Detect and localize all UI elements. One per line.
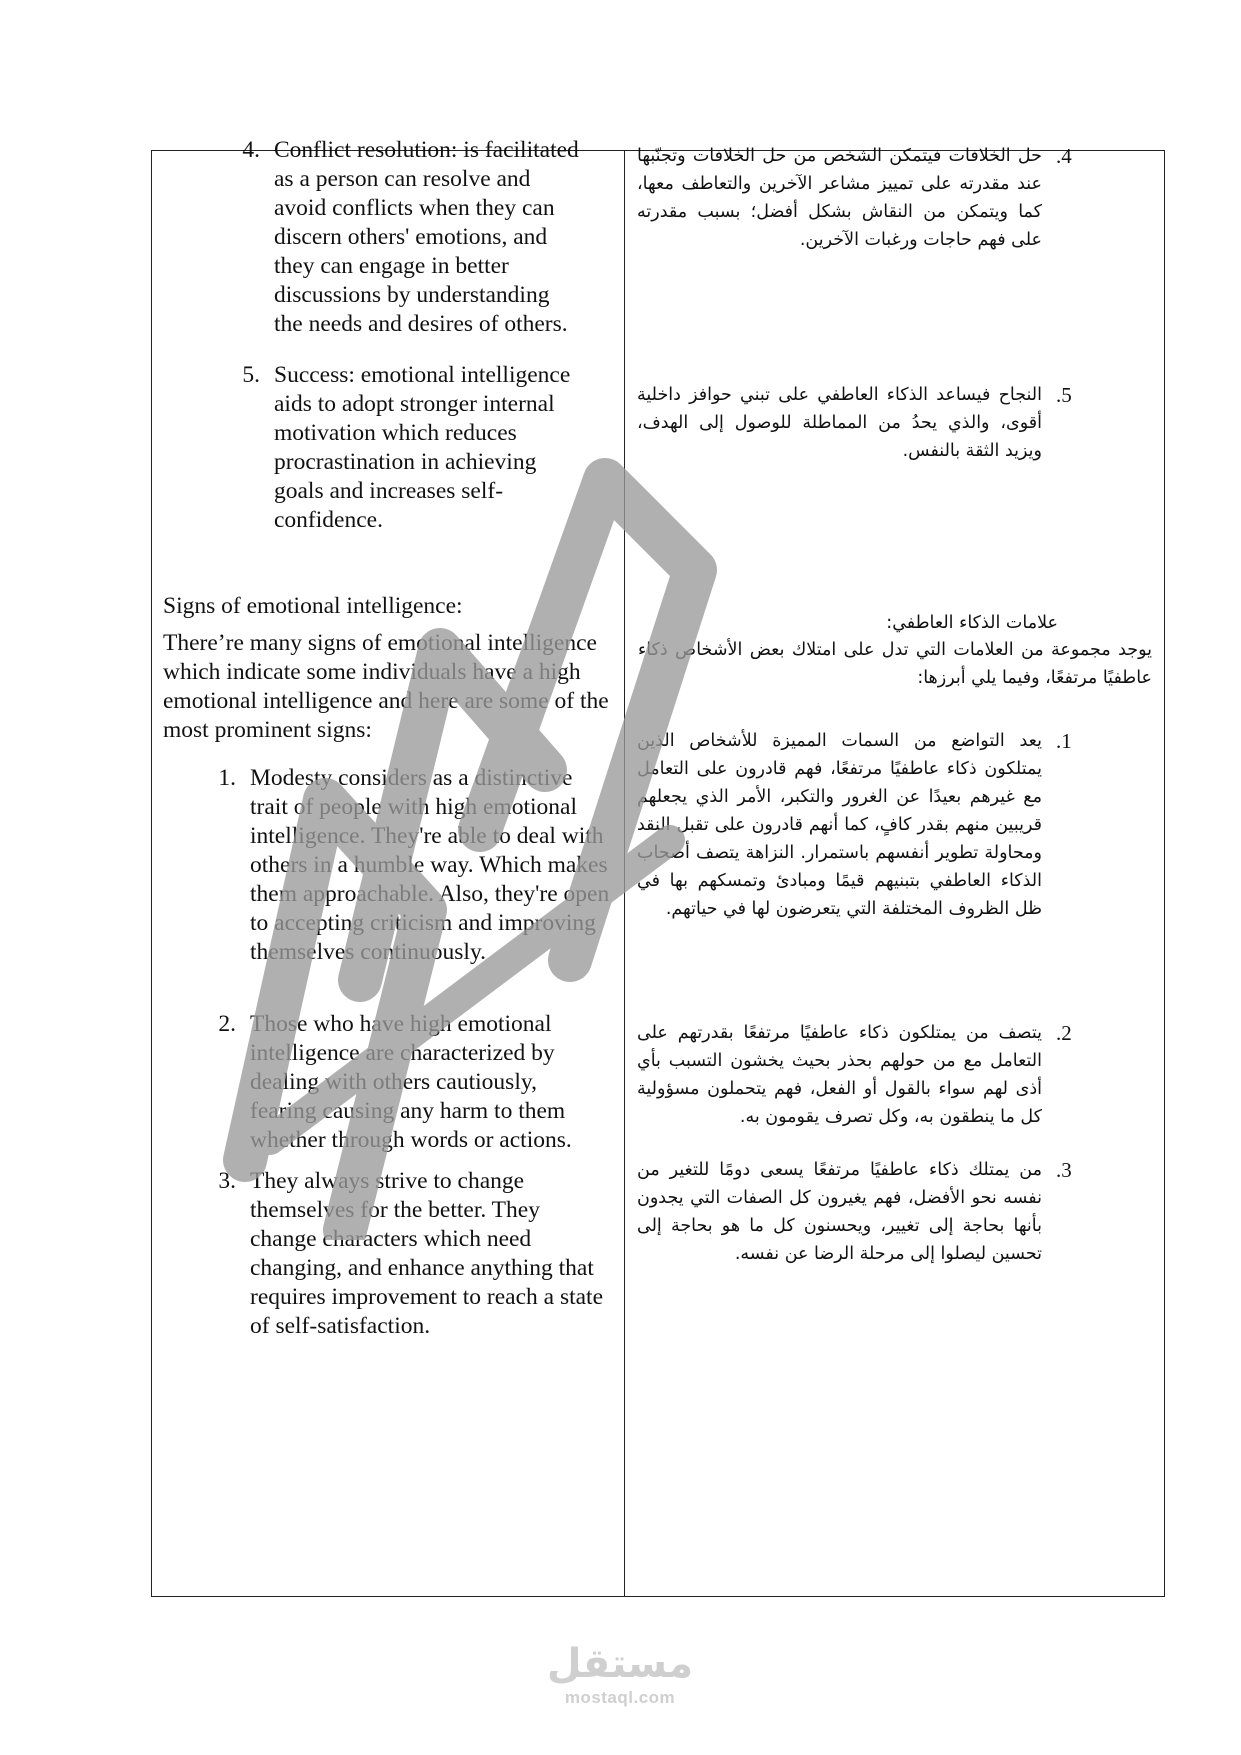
arabic-item-5 (637, 381, 1080, 465)
list-text: Conflict resolution: is facilitated as a person can resolve and avoid conflicts when they can discern others' emotions, and they can engage in better discussions by understanding the needs and desires of others. (274, 137, 579, 337)
english-sign-1 (206, 764, 616, 967)
list-text: من يمتلك ذكاء عاطفيًا مرتفعًا يسعى دومًا للتغير من نفسه نحو الأفضل، فهم يغيرون كل الصفات التي يجدون بأنها بحاجة إلى تغيير، ويحسنون كل ما هو بحاجة إلى تحسين ليصلوا إلى مرحلة الرضا عن نفسه. (637, 1160, 1042, 1264)
english-signs-heading: Signs of emotional intelligence: (163, 593, 463, 619)
column-divider (624, 151, 625, 1596)
list-number: .3 (1056, 1158, 1072, 1182)
list-text: يعد التواضع من السمات المميزة للأشخاص الذين يمتلكون ذكاء عاطفيًا مرتفعًا، فهم قادرون على التعامل مع غيرهم بعيدًا عن الغرور والتكبر، الأمر الذي يجعلهم قريبين منهم بقدر كافٍ، كما أنهم قادرون على تقبل النقد ومحاولة تطوير أنفسهم باستمرار. النزاهة يتصف أصحاب الذكاء العاطفي بتبنيهم قيمًا ومبادئ وتمسكهم بها في ظل الظروف المختلفة التي يتعرضون لها في حياتهم. (637, 731, 1042, 919)
english-sign-3 (206, 1167, 606, 1341)
list-number: 1. (218, 765, 236, 791)
list-text: النجاح فيساعد الذكاء العاطفي على تبني حوافز داخلية أقوى، والذي يحدُ من المماطلة للوصول إلى الهدف، ويزيد الثقة بالنفس. (637, 385, 1042, 461)
list-number: 5. (242, 362, 260, 388)
list-number: .4 (1056, 144, 1072, 168)
english-signs-intro: There’re many signs of emotional intelligence which indicate some individuals have a high emotional intelligence and here are some of the most prominent signs: (163, 630, 609, 743)
list-text: Those who have high emotional intelligence are characterized by dealing with others cautiously, fearing causing any harm to them whether through words or actions. (250, 1011, 572, 1153)
arabic-sign-1 (637, 727, 1080, 923)
list-number: .1 (1056, 729, 1072, 753)
english-item-4 (230, 136, 580, 339)
arabic-signs-heading: علامات الذكاء العاطفي: (886, 613, 1058, 633)
list-text: Success: emotional intelligence aids to adopt stronger internal motivation which reduces procrastination in achieving goals and increases self-confidence. (274, 362, 571, 533)
list-text: They always strive to change themselves for the better. They change characters which need changing, and enhance anything that requires improvement to reach a state of self-satisfaction. (250, 1168, 604, 1339)
list-number: 4. (242, 137, 260, 163)
list-number: 3. (218, 1168, 236, 1194)
logo-arabic-wordmark: مستقل (546, 1641, 694, 1687)
bilingual-table (151, 137, 1165, 1597)
list-number: .5 (1056, 383, 1072, 407)
english-item-5 (230, 361, 580, 535)
list-number: 2. (218, 1011, 236, 1037)
arabic-sign-2 (637, 1019, 1080, 1131)
list-text: Modesty considers as a distinctive trait of people with high emotional intelligence. They're able to deal with others in a humble way. Which makes them approachable. Also, they're open to accepting criticism and improving themselves continuously. (250, 765, 610, 965)
arabic-sign-3 (637, 1156, 1080, 1268)
list-text: حل الخلافات فيتمكن الشخص من حل الخلافات وتجنّبها عند مقدرته على تمييز مشاعر الآخرين والتعاطف معها، كما ويتمكن من النقاش بشكل أفضل؛ بسبب مقدرته على فهم حاجات ورغبات الآخرين. (637, 146, 1042, 250)
mostaql-logo (520, 1640, 720, 1720)
list-text: يتصف من يمتلكون ذكاء عاطفيًا مرتفعًا بقدرتهم على التعامل مع من حولهم بحذر بحيث يخشون التسبب بأي أذى لهم سواء بالقول أو الفعل، فهم يتحملون مسؤولية كل ما ينطقون به، وكل تصرف يقومون به. (637, 1023, 1042, 1127)
logo-latin-wordmark: mostaql.com (564, 1688, 676, 1707)
arabic-signs-intro: يوجد مجموعة من العلامات التي تدل على امتلاك بعض الأشخاص ذكاء عاطفيًا مرتفعًا، وفيما يلي أبرزها: (638, 640, 1152, 688)
arabic-item-4 (637, 142, 1080, 254)
list-number: .2 (1056, 1021, 1072, 1045)
english-sign-2 (206, 1010, 606, 1155)
